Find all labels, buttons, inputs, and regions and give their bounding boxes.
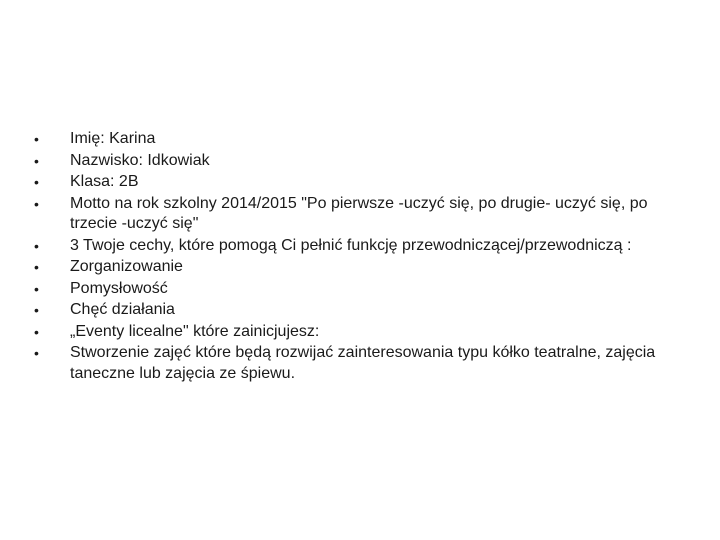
bullet-icon: • <box>34 195 39 212</box>
list-item-text: Zorganizowanie <box>70 258 183 275</box>
bullet-icon: • <box>34 345 39 361</box>
list-item <box>34 172 684 193</box>
list-item <box>34 300 684 321</box>
bullet-icon: • <box>34 302 39 318</box>
list-item-text: „Eventy licealne" które zainicjujesz: <box>70 322 320 340</box>
list-item <box>34 236 684 257</box>
bullet-icon: • <box>34 237 39 254</box>
list-item-text: Imię: Karina <box>70 130 156 147</box>
list-item <box>34 151 684 172</box>
list-item <box>34 194 684 235</box>
bullet-list <box>34 129 684 385</box>
bullet-icon: • <box>34 259 39 275</box>
list-item <box>34 343 684 384</box>
list-item-text: Klasa: 2B <box>70 173 139 190</box>
bullet-icon: • <box>34 152 39 169</box>
list-item-text: Pomysłowość <box>70 279 168 297</box>
list-item-text: Nazwisko: Idkowiak <box>70 151 210 169</box>
bullet-icon: • <box>34 174 39 190</box>
list-item <box>34 129 684 150</box>
list-item-text: 3 Twoje cechy, które pomogą Ci pełnić funkcję przewodniczącej/przewodniczą : <box>70 236 632 254</box>
list-item <box>34 322 684 343</box>
list-item-text: Chęć działania <box>70 301 175 318</box>
list-item <box>34 279 684 300</box>
bullet-icon: • <box>34 280 39 297</box>
bullet-icon: • <box>34 131 39 147</box>
bullet-icon: • <box>34 323 39 340</box>
list-item-text: Stworzenie zajęć które będą rozwijać zainteresowania typu kółko teatralne, zajęcia taneczne lub zajęcia ze śpiewu. <box>70 344 656 382</box>
list-item <box>34 257 684 278</box>
list-item-text: Motto na rok szkolny 2014/2015 "Po pierwsze -uczyć się, po drugie- uczyć się, po trzecie -uczyć się" <box>70 194 648 232</box>
